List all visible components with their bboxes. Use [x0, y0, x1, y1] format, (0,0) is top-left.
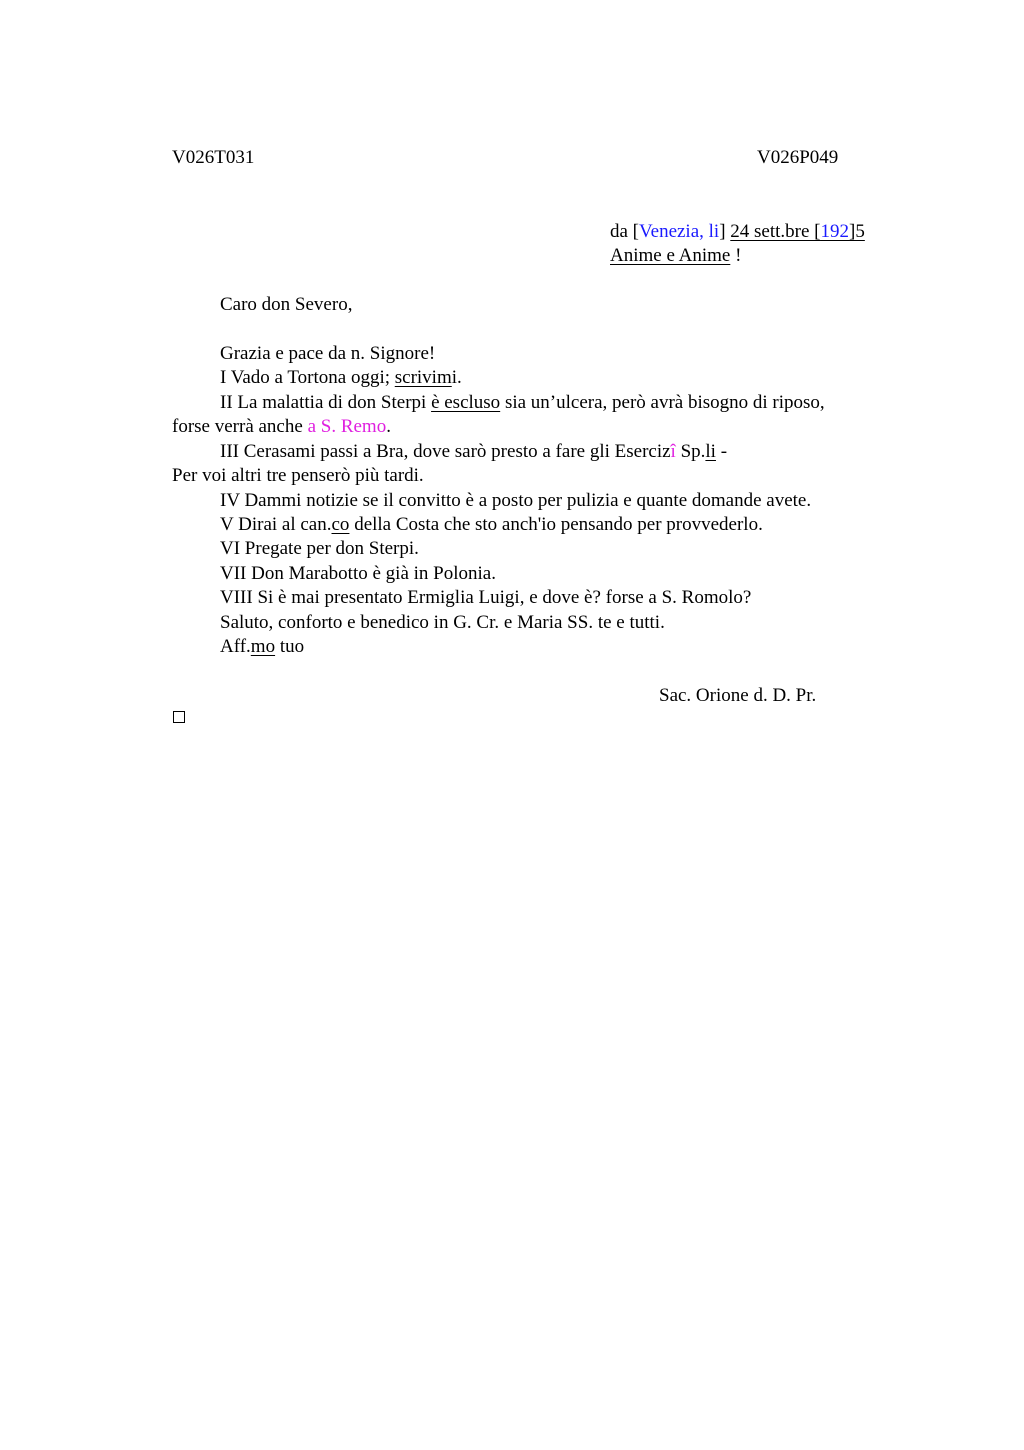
item-viii: VIII Si è mai presentato Ermiglia Luigi, e dove è? forse a S. Romolo? — [220, 587, 752, 608]
header-right-code: V026P049 — [757, 147, 839, 168]
closing: Saluto, conforto e benedico in G. Cr. e Maria SS. te e tutti. — [220, 612, 665, 633]
dateline-da: da [ — [610, 221, 640, 242]
signature: Sac. Orione d. D. Pr. — [659, 685, 817, 706]
dateline-close: ] — [719, 221, 731, 242]
item-iii-continuation: Per voi altri tre penserò più tardi. — [172, 465, 424, 486]
item-vii: VII Don Marabotto è già in Polonia. — [220, 563, 496, 584]
header-left-code: V026T031 — [172, 147, 255, 168]
item-iv: IV Dammi notizie se il convitto è a posto per pulizia e quante domande avete. — [220, 490, 812, 511]
dateline — [610, 220, 865, 244]
item-ii: II La malattia di don Sterpi è escluso sia un’ulcera, però avrà bisogno di riposo, — [220, 392, 825, 413]
dateline-date: 24 sett.bre [192]5 — [730, 221, 865, 242]
item-iii: III Cerasami passi a Bra, dove sarò presto a fare gli Esercizî Sp.li - — [220, 441, 728, 462]
item-ii-continuation: forse verrà anche a S. Remo. — [172, 416, 391, 437]
salutation: Caro don Severo, — [220, 294, 353, 315]
aff-line: Aff.mo tuo — [220, 636, 305, 657]
motto: Anime e Anime ! — [610, 245, 742, 266]
checkbox-icon[interactable] — [173, 711, 185, 723]
greeting: Grazia e pace da n. Signore! — [220, 343, 436, 364]
dateline-place: Venezia, li — [639, 221, 720, 242]
item-vi: VI Pregate per don Sterpi. — [220, 538, 419, 559]
item-i: I Vado a Tortona oggi; scrivimi. — [220, 367, 462, 388]
item-v: V Dirai al can.co della Costa che sto anch'io pensando per provvederlo. — [220, 514, 763, 535]
